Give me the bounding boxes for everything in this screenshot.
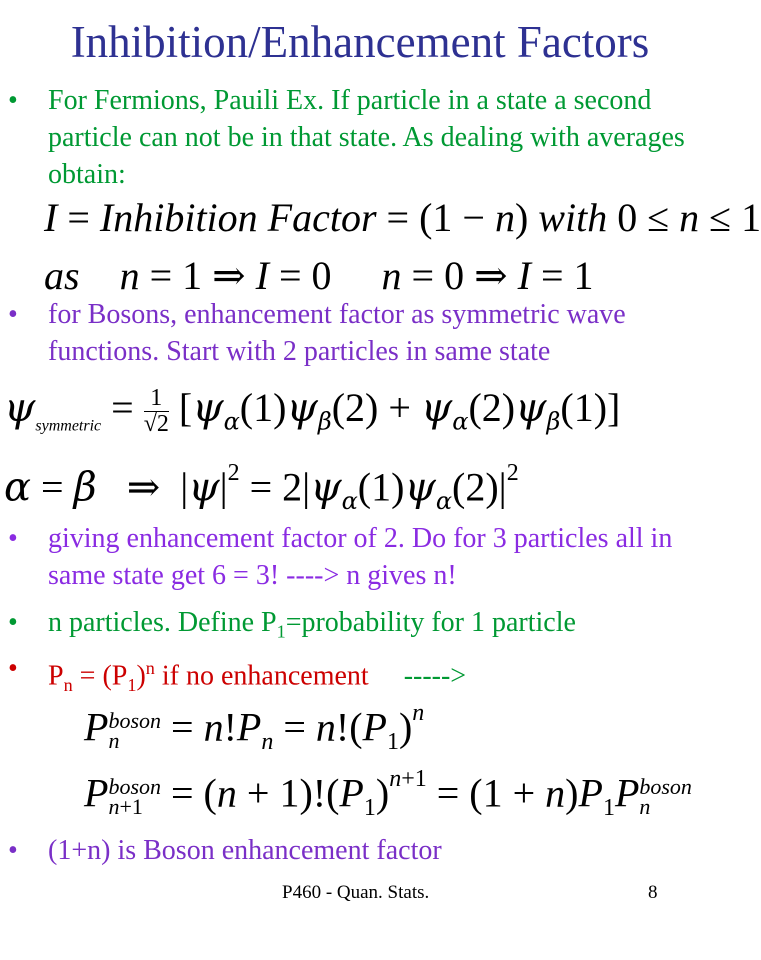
bullet-no-enhancement <box>8 650 698 704</box>
equation-p-boson-n-plus-1: P boson n+1 = $(n + 1)!(P_1)^{n+1} = (1 + n)P_1P$ boson n <box>84 766 692 821</box>
bullet-enhancement-factor <box>8 520 698 594</box>
bullet-dot: • <box>8 835 18 866</box>
bullet-boson-enhancement <box>8 832 698 869</box>
equation-symmetric-wavefunction: $\psi_{symmetric}$ = $\frac{1}{√2}$ $[\psi_\alpha(1)\psi_\beta(2) + \psi_\alpha(2)\psi_\beta(1)]$ <box>4 385 621 438</box>
footer-page-number: 8 <box>648 882 658 903</box>
bullet-dot: • <box>8 653 18 684</box>
bullet-fermions <box>8 82 698 193</box>
footer-course-label: P460 - Quan. Stats. <box>282 882 430 903</box>
equation-inhibition-factor: I = Inhibition Factor = (1 − n) with 0 ≤ n ≤ 1 <box>44 195 761 240</box>
bullet-bosons <box>8 296 698 370</box>
bullet-dot: • <box>8 523 18 554</box>
slide-title: Inhibition/Enhancement Factors <box>70 17 650 67</box>
bullet-dot: • <box>8 85 18 116</box>
bullet-text: giving enhancement factor of 2. Do for 3 particles all in same state get 6 = 3! ----> n gives n! <box>48 523 673 591</box>
bullet-text: For Fermions, Pauili Ex. If particle in a state a second particle can not be in that state. As dealing with averages obtain: <box>48 85 685 190</box>
equation-alpha-equals-beta: α = β ⇒ $|\psi|^2 = 2|\psi_\alpha(1)\psi_\alpha(2)|^2$ <box>4 460 519 515</box>
fraction-one-over-root-two: $\frac{1}{√2}$ <box>143 385 169 438</box>
equation-limits: as n = 1 ⇒ I = 0 n = 0 ⇒ I = 1 <box>44 253 594 298</box>
bullet-dot: • <box>8 607 18 638</box>
bullet-text: (1+n) is Boson enhancement factor <box>48 835 442 866</box>
bullet-text: n particles. Define $P_1=probability$ for 1 particle <box>48 607 576 642</box>
equation-p-boson-n: P boson n = $n!P_n = n!(P_1)^n$ <box>84 700 425 755</box>
bullet-text: for Bosons, enhancement factor as symmetric wave functions. Start with 2 particles in same state <box>48 299 626 367</box>
bullet-n-particles <box>8 604 698 651</box>
bullet-dot: • <box>8 299 18 330</box>
arrow-text: -----> <box>375 660 467 692</box>
bullet-text: $P_n = (P_1)^n$ if no enhancement -----> <box>48 658 467 695</box>
